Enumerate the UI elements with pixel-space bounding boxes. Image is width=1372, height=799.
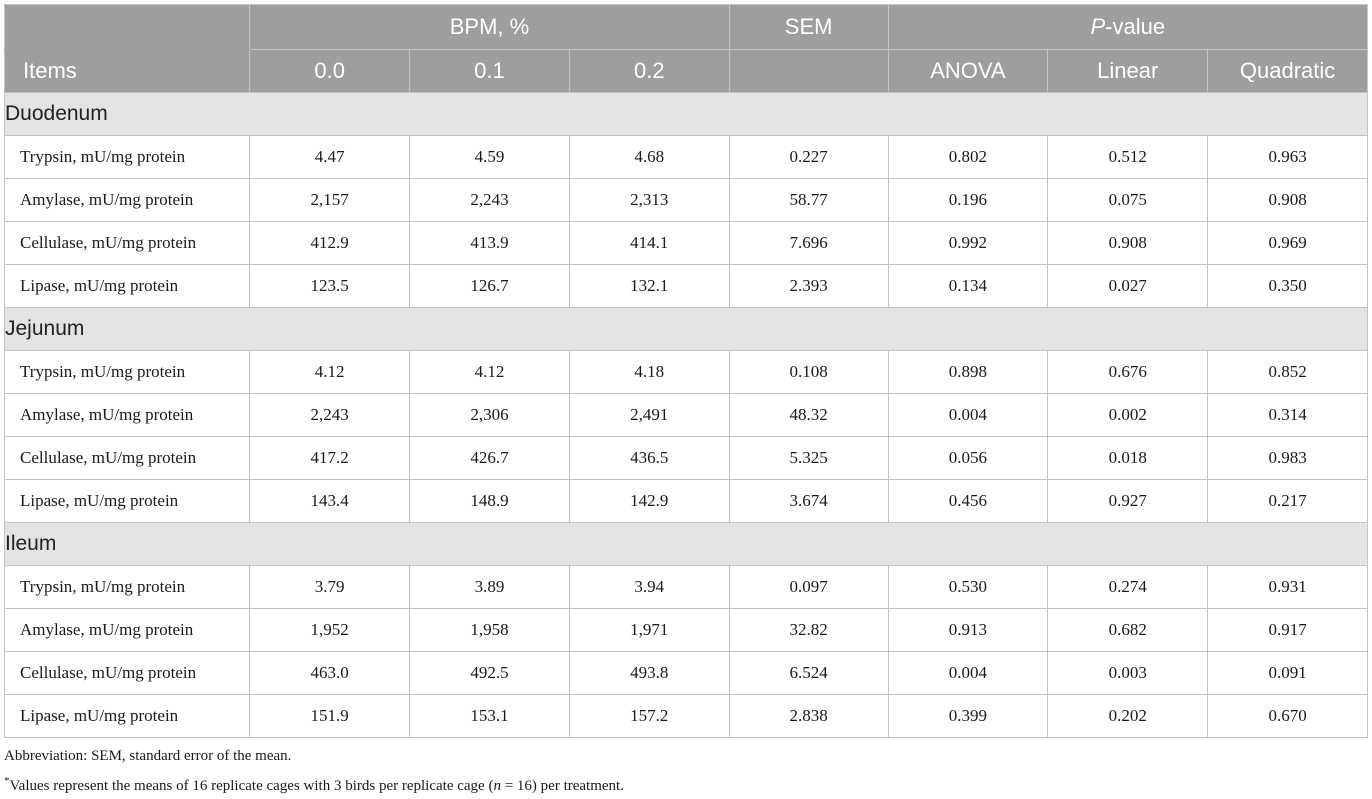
row-item: Amylase, mU/mg protein	[5, 394, 250, 437]
enzyme-activity-table	[4, 4, 1368, 738]
cell-v2: 157.2	[569, 695, 729, 738]
cell-linear: 0.202	[1048, 695, 1208, 738]
cell-quadratic: 0.852	[1208, 351, 1368, 394]
table-row	[5, 652, 1368, 695]
header-anova: ANOVA	[888, 50, 1048, 93]
header-sem: SEM	[729, 5, 888, 50]
section-row	[5, 523, 1368, 566]
cell-v1: 4.12	[410, 351, 570, 394]
cell-v0: 1,952	[250, 609, 410, 652]
section-label: Ileum	[5, 523, 1368, 566]
cell-linear: 0.002	[1048, 394, 1208, 437]
cell-anova: 0.056	[888, 437, 1048, 480]
cell-v1: 2,243	[410, 179, 570, 222]
cell-v2: 414.1	[569, 222, 729, 265]
cell-sem: 3.674	[729, 480, 888, 523]
cell-quadratic: 0.670	[1208, 695, 1368, 738]
row-item: Trypsin, mU/mg protein	[5, 351, 250, 394]
cell-v1: 153.1	[410, 695, 570, 738]
cell-v2: 493.8	[569, 652, 729, 695]
cell-anova: 0.004	[888, 394, 1048, 437]
cell-v0: 412.9	[250, 222, 410, 265]
cell-linear: 0.512	[1048, 136, 1208, 179]
cell-v1: 1,958	[410, 609, 570, 652]
cell-v2: 2,313	[569, 179, 729, 222]
footnote-n: n	[493, 778, 501, 794]
cell-sem: 48.32	[729, 394, 888, 437]
cell-linear: 0.676	[1048, 351, 1208, 394]
cell-linear: 0.003	[1048, 652, 1208, 695]
cell-v2: 2,491	[569, 394, 729, 437]
cell-linear: 0.027	[1048, 265, 1208, 308]
cell-anova: 0.399	[888, 695, 1048, 738]
header-p-value	[888, 5, 1367, 50]
cell-sem: 6.524	[729, 652, 888, 695]
section-label: Duodenum	[5, 93, 1368, 136]
cell-sem: 7.696	[729, 222, 888, 265]
table-row	[5, 351, 1368, 394]
cell-anova: 0.456	[888, 480, 1048, 523]
cell-v2: 4.18	[569, 351, 729, 394]
header-items: Items	[5, 50, 250, 93]
header-row-2	[5, 50, 1368, 93]
cell-quadratic: 0.917	[1208, 609, 1368, 652]
header-sem-blank	[729, 50, 888, 93]
footnote-marker: *	[4, 775, 10, 787]
cell-quadratic: 0.350	[1208, 265, 1368, 308]
cell-sem: 2.838	[729, 695, 888, 738]
section-row	[5, 93, 1368, 136]
footnote-values-post: = 16) per treatment.	[500, 778, 624, 794]
cell-quadratic: 0.314	[1208, 394, 1368, 437]
cell-linear: 0.682	[1048, 609, 1208, 652]
cell-quadratic: 0.217	[1208, 480, 1368, 523]
cell-quadratic: 0.931	[1208, 566, 1368, 609]
cell-v1: 126.7	[410, 265, 570, 308]
table-row	[5, 179, 1368, 222]
cell-v0: 4.12	[250, 351, 410, 394]
cell-v0: 151.9	[250, 695, 410, 738]
cell-sem: 0.097	[729, 566, 888, 609]
cell-anova: 0.004	[888, 652, 1048, 695]
footnote-abbreviation: Abbreviation: SEM, standard error of the mean.	[4, 748, 292, 764]
cell-v2: 142.9	[569, 480, 729, 523]
cell-anova: 0.530	[888, 566, 1048, 609]
cell-v0: 2,157	[250, 179, 410, 222]
cell-anova: 0.913	[888, 609, 1048, 652]
cell-v0: 417.2	[250, 437, 410, 480]
row-item: Amylase, mU/mg protein	[5, 179, 250, 222]
row-item: Trypsin, mU/mg protein	[5, 136, 250, 179]
cell-linear: 0.274	[1048, 566, 1208, 609]
table-row	[5, 222, 1368, 265]
cell-quadratic: 0.969	[1208, 222, 1368, 265]
table-row	[5, 695, 1368, 738]
section-label: Jejunum	[5, 308, 1368, 351]
header-dose-0: 0.0	[250, 50, 410, 93]
cell-v1: 3.89	[410, 566, 570, 609]
table-row	[5, 566, 1368, 609]
cell-quadratic: 0.983	[1208, 437, 1368, 480]
row-item: Cellulase, mU/mg protein	[5, 222, 250, 265]
cell-v0: 143.4	[250, 480, 410, 523]
header-dose-1: 0.1	[410, 50, 570, 93]
row-item: Trypsin, mU/mg protein	[5, 566, 250, 609]
cell-linear: 0.018	[1048, 437, 1208, 480]
cell-v0: 463.0	[250, 652, 410, 695]
cell-sem: 58.77	[729, 179, 888, 222]
table-row	[5, 136, 1368, 179]
cell-quadratic: 0.908	[1208, 179, 1368, 222]
row-item: Lipase, mU/mg protein	[5, 265, 250, 308]
row-item: Lipase, mU/mg protein	[5, 695, 250, 738]
header-p-suffix: -value	[1105, 14, 1166, 39]
cell-quadratic: 0.091	[1208, 652, 1368, 695]
cell-v1: 492.5	[410, 652, 570, 695]
cell-v0: 123.5	[250, 265, 410, 308]
table-container	[4, 4, 1368, 799]
cell-sem: 0.227	[729, 136, 888, 179]
cell-v2: 132.1	[569, 265, 729, 308]
header-quadratic: Quadratic	[1208, 50, 1368, 93]
cell-v1: 4.59	[410, 136, 570, 179]
cell-linear: 0.075	[1048, 179, 1208, 222]
cell-anova: 0.802	[888, 136, 1048, 179]
cell-sem: 5.325	[729, 437, 888, 480]
header-blank-cell	[5, 5, 250, 50]
table-row	[5, 437, 1368, 480]
cell-v1: 2,306	[410, 394, 570, 437]
cell-v0: 4.47	[250, 136, 410, 179]
header-p-italic: P	[1090, 14, 1106, 39]
cell-v2: 1,971	[569, 609, 729, 652]
cell-anova: 0.196	[888, 179, 1048, 222]
cell-linear: 0.927	[1048, 480, 1208, 523]
table-row	[5, 480, 1368, 523]
cell-anova: 0.134	[888, 265, 1048, 308]
cell-sem: 2.393	[729, 265, 888, 308]
cell-v0: 3.79	[250, 566, 410, 609]
cell-anova: 0.992	[888, 222, 1048, 265]
row-item: Cellulase, mU/mg protein	[5, 437, 250, 480]
header-bpm: BPM, %	[250, 5, 729, 50]
row-item: Amylase, mU/mg protein	[5, 609, 250, 652]
cell-sem: 0.108	[729, 351, 888, 394]
cell-anova: 0.898	[888, 351, 1048, 394]
table-row	[5, 609, 1368, 652]
table-row	[5, 265, 1368, 308]
cell-v1: 148.9	[410, 480, 570, 523]
header-dose-2: 0.2	[569, 50, 729, 93]
cell-quadratic: 0.963	[1208, 136, 1368, 179]
cell-v2: 3.94	[569, 566, 729, 609]
header-linear: Linear	[1048, 50, 1208, 93]
table-row	[5, 394, 1368, 437]
cell-v1: 413.9	[410, 222, 570, 265]
cell-v0: 2,243	[250, 394, 410, 437]
cell-linear: 0.908	[1048, 222, 1208, 265]
section-row	[5, 308, 1368, 351]
row-item: Lipase, mU/mg protein	[5, 480, 250, 523]
footnote-values	[4, 769, 1368, 799]
header-row-1	[5, 5, 1368, 50]
cell-v1: 426.7	[410, 437, 570, 480]
footnote-values-pre: Values represent the means of 16 replicate cages with 3 birds per replicate cage (	[9, 778, 494, 794]
row-item: Cellulase, mU/mg protein	[5, 652, 250, 695]
cell-sem: 32.82	[729, 609, 888, 652]
footnotes	[4, 744, 1368, 799]
cell-v2: 436.5	[569, 437, 729, 480]
table-body	[5, 93, 1368, 738]
cell-v2: 4.68	[569, 136, 729, 179]
